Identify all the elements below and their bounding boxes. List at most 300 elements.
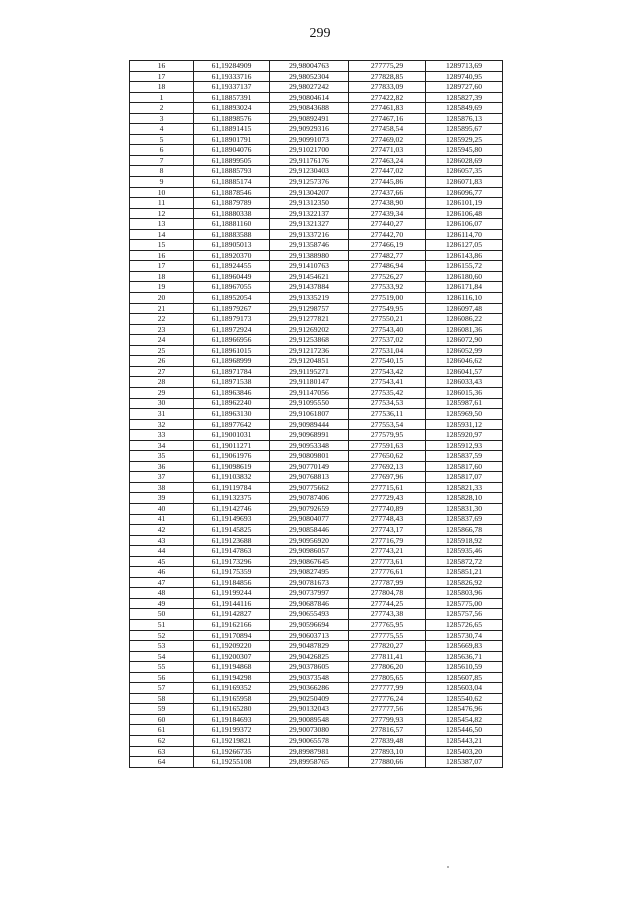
- longitude-cell: 29,89987981: [270, 746, 349, 757]
- longitude-cell: 29,90775662: [270, 482, 349, 493]
- y-coordinate-cell: 1285872,72: [426, 556, 503, 567]
- latitude-cell: 61,18879789: [194, 198, 270, 209]
- point-number-cell: 55: [130, 662, 194, 673]
- latitude-cell: 61,19194868: [194, 662, 270, 673]
- longitude-cell: 29,90787406: [270, 493, 349, 504]
- point-number-cell: 10: [130, 187, 194, 198]
- y-coordinate-cell: 1286081,36: [426, 324, 503, 335]
- table-row: [130, 92, 503, 103]
- point-number-cell: 61: [130, 725, 194, 736]
- table-row: [130, 736, 503, 747]
- x-coordinate-cell: 277467,16: [349, 113, 426, 124]
- y-coordinate-cell: 1285912,93: [426, 440, 503, 451]
- x-coordinate-cell: 277833,09: [349, 82, 426, 93]
- x-coordinate-cell: 277697,96: [349, 472, 426, 483]
- x-coordinate-cell: 277458,54: [349, 124, 426, 135]
- x-coordinate-cell: 277820,27: [349, 641, 426, 652]
- y-coordinate-cell: 1285828,10: [426, 493, 503, 504]
- x-coordinate-cell: 277437,66: [349, 187, 426, 198]
- table-row: [130, 619, 503, 630]
- point-number-cell: 19: [130, 282, 194, 293]
- y-coordinate-cell: 1286171,84: [426, 282, 503, 293]
- point-number-cell: 56: [130, 672, 194, 683]
- point-number-cell: 35: [130, 451, 194, 462]
- point-number-cell: 27: [130, 366, 194, 377]
- coordinates-table-body: [130, 61, 503, 768]
- y-coordinate-cell: 1285636,71: [426, 651, 503, 662]
- x-coordinate-cell: 277744,25: [349, 598, 426, 609]
- longitude-cell: 29,91437884: [270, 282, 349, 293]
- point-number-cell: 48: [130, 588, 194, 599]
- y-coordinate-cell: 1286096,77: [426, 187, 503, 198]
- y-coordinate-cell: 1286028,69: [426, 155, 503, 166]
- longitude-cell: 29,91388980: [270, 250, 349, 261]
- table-row: [130, 567, 503, 578]
- x-coordinate-cell: 277799,93: [349, 714, 426, 725]
- table-row: [130, 535, 503, 546]
- y-coordinate-cell: 1286106,07: [426, 219, 503, 230]
- latitude-cell: 61,18883588: [194, 229, 270, 240]
- longitude-cell: 29,91312350: [270, 198, 349, 209]
- point-number-cell: 60: [130, 714, 194, 725]
- y-coordinate-cell: 1285726,65: [426, 619, 503, 630]
- longitude-cell: 29,90781673: [270, 577, 349, 588]
- x-coordinate-cell: 277535,42: [349, 387, 426, 398]
- longitude-cell: 29,90989444: [270, 419, 349, 430]
- y-coordinate-cell: 1286180,60: [426, 271, 503, 282]
- latitude-cell: 61,18878546: [194, 187, 270, 198]
- x-coordinate-cell: 277445,86: [349, 177, 426, 188]
- latitude-cell: 61,19142746: [194, 503, 270, 514]
- x-coordinate-cell: 277537,02: [349, 335, 426, 346]
- table-row: [130, 208, 503, 219]
- point-number-cell: 58: [130, 693, 194, 704]
- table-row: [130, 324, 503, 335]
- table-row: [130, 124, 503, 135]
- table-row: [130, 693, 503, 704]
- point-number-cell: 31: [130, 409, 194, 420]
- x-coordinate-cell: 277440,27: [349, 219, 426, 230]
- x-coordinate-cell: 277776,24: [349, 693, 426, 704]
- point-number-cell: 21: [130, 303, 194, 314]
- x-coordinate-cell: 277743,21: [349, 546, 426, 557]
- x-coordinate-cell: 277716,79: [349, 535, 426, 546]
- point-number-cell: 59: [130, 704, 194, 715]
- x-coordinate-cell: 277579,95: [349, 430, 426, 441]
- y-coordinate-cell: 1286033,43: [426, 377, 503, 388]
- x-coordinate-cell: 277804,78: [349, 588, 426, 599]
- table-row: [130, 440, 503, 451]
- coordinates-table: [129, 60, 503, 768]
- x-coordinate-cell: 277743,38: [349, 609, 426, 620]
- table-row: [130, 725, 503, 736]
- table-row: [130, 61, 503, 72]
- table-row: [130, 556, 503, 567]
- longitude-cell: 29,91195271: [270, 366, 349, 377]
- longitude-cell: 29,90792659: [270, 503, 349, 514]
- x-coordinate-cell: 277526,27: [349, 271, 426, 282]
- longitude-cell: 29,91204851: [270, 356, 349, 367]
- longitude-cell: 29,90737997: [270, 588, 349, 599]
- point-number-cell: 28: [130, 377, 194, 388]
- table-row: [130, 377, 503, 388]
- y-coordinate-cell: 1285540,62: [426, 693, 503, 704]
- y-coordinate-cell: 1286106,48: [426, 208, 503, 219]
- x-coordinate-cell: 277650,62: [349, 451, 426, 462]
- y-coordinate-cell: 1286086,22: [426, 314, 503, 325]
- table-row: [130, 472, 503, 483]
- y-coordinate-cell: 1285775,00: [426, 598, 503, 609]
- x-coordinate-cell: 277461,83: [349, 103, 426, 114]
- longitude-cell: 29,90089548: [270, 714, 349, 725]
- longitude-cell: 29,91217236: [270, 345, 349, 356]
- latitude-cell: 61,19147863: [194, 546, 270, 557]
- point-number-cell: 44: [130, 546, 194, 557]
- x-coordinate-cell: 277777,56: [349, 704, 426, 715]
- latitude-cell: 61,18893024: [194, 103, 270, 114]
- latitude-cell: 61,18966956: [194, 335, 270, 346]
- y-coordinate-cell: 1285931,12: [426, 419, 503, 430]
- latitude-cell: 61,18891415: [194, 124, 270, 135]
- table-row: [130, 461, 503, 472]
- point-number-cell: 50: [130, 609, 194, 620]
- table-row: [130, 503, 503, 514]
- table-row: [130, 588, 503, 599]
- x-coordinate-cell: 277806,20: [349, 662, 426, 673]
- longitude-cell: 29,90827495: [270, 567, 349, 578]
- point-number-cell: 38: [130, 482, 194, 493]
- latitude-cell: 61,19061976: [194, 451, 270, 462]
- longitude-cell: 29,90867645: [270, 556, 349, 567]
- x-coordinate-cell: 277422,82: [349, 92, 426, 103]
- x-coordinate-cell: 277469,02: [349, 134, 426, 145]
- longitude-cell: 29,90687846: [270, 598, 349, 609]
- table-row: [130, 525, 503, 536]
- point-number-cell: 62: [130, 736, 194, 747]
- x-coordinate-cell: 277787,99: [349, 577, 426, 588]
- longitude-cell: 29,90892491: [270, 113, 349, 124]
- x-coordinate-cell: 277839,48: [349, 736, 426, 747]
- y-coordinate-cell: 1285895,67: [426, 124, 503, 135]
- point-number-cell: 20: [130, 293, 194, 304]
- latitude-cell: 61,18920370: [194, 250, 270, 261]
- point-number-cell: 36: [130, 461, 194, 472]
- latitude-cell: 61,18971538: [194, 377, 270, 388]
- table-row: [130, 451, 503, 462]
- table-row: [130, 187, 503, 198]
- table-row: [130, 683, 503, 694]
- latitude-cell: 61,18901791: [194, 134, 270, 145]
- point-number-cell: 25: [130, 345, 194, 356]
- latitude-cell: 61,18952054: [194, 293, 270, 304]
- x-coordinate-cell: 277536,11: [349, 409, 426, 420]
- y-coordinate-cell: 1286101,19: [426, 198, 503, 209]
- x-coordinate-cell: 277471,03: [349, 145, 426, 156]
- x-coordinate-cell: 277828,85: [349, 71, 426, 82]
- longitude-cell: 29,90968991: [270, 430, 349, 441]
- longitude-cell: 29,90073080: [270, 725, 349, 736]
- table-row: [130, 356, 503, 367]
- latitude-cell: 61,19333716: [194, 71, 270, 82]
- longitude-cell: 29,91337216: [270, 229, 349, 240]
- point-number-cell: 54: [130, 651, 194, 662]
- table-row: [130, 651, 503, 662]
- x-coordinate-cell: 277553,54: [349, 419, 426, 430]
- x-coordinate-cell: 277549,95: [349, 303, 426, 314]
- longitude-cell: 29,90929316: [270, 124, 349, 135]
- y-coordinate-cell: 1285730,74: [426, 630, 503, 641]
- x-coordinate-cell: 277531,04: [349, 345, 426, 356]
- x-coordinate-cell: 277534,53: [349, 398, 426, 409]
- latitude-cell: 61,19255108: [194, 757, 270, 768]
- point-number-cell: 43: [130, 535, 194, 546]
- y-coordinate-cell: 1285817,60: [426, 461, 503, 472]
- table-row: [130, 261, 503, 272]
- y-coordinate-cell: 1285826,92: [426, 577, 503, 588]
- longitude-cell: 29,91304207: [270, 187, 349, 198]
- latitude-cell: 61,19144116: [194, 598, 270, 609]
- point-number-cell: 7: [130, 155, 194, 166]
- x-coordinate-cell: 277482,77: [349, 250, 426, 261]
- latitude-cell: 61,18904076: [194, 145, 270, 156]
- table-row: [130, 134, 503, 145]
- latitude-cell: 61,19142827: [194, 609, 270, 620]
- table-row: [130, 398, 503, 409]
- point-number-cell: 24: [130, 335, 194, 346]
- table-row: [130, 303, 503, 314]
- latitude-cell: 61,18881160: [194, 219, 270, 230]
- y-coordinate-cell: 1286071,83: [426, 177, 503, 188]
- latitude-cell: 61,19149693: [194, 514, 270, 525]
- table-row: [130, 430, 503, 441]
- table-row: [130, 198, 503, 209]
- latitude-cell: 61,18979173: [194, 314, 270, 325]
- longitude-cell: 29,90953348: [270, 440, 349, 451]
- longitude-cell: 29,90770149: [270, 461, 349, 472]
- latitude-cell: 61,19219821: [194, 736, 270, 747]
- latitude-cell: 61,19162166: [194, 619, 270, 630]
- longitude-cell: 29,90804614: [270, 92, 349, 103]
- y-coordinate-cell: 1285454,82: [426, 714, 503, 725]
- longitude-cell: 29,91454621: [270, 271, 349, 282]
- table-row: [130, 103, 503, 114]
- x-coordinate-cell: 277805,65: [349, 672, 426, 683]
- point-number-cell: 17: [130, 261, 194, 272]
- latitude-cell: 61,18880338: [194, 208, 270, 219]
- point-number-cell: 18: [130, 82, 194, 93]
- y-coordinate-cell: 1285831,30: [426, 503, 503, 514]
- longitude-cell: 29,90991073: [270, 134, 349, 145]
- y-coordinate-cell: 1285669,83: [426, 641, 503, 652]
- longitude-cell: 29,91021700: [270, 145, 349, 156]
- y-coordinate-cell: 1289740,95: [426, 71, 503, 82]
- x-coordinate-cell: 277543,40: [349, 324, 426, 335]
- y-coordinate-cell: 1289713,69: [426, 61, 503, 72]
- table-row: [130, 757, 503, 768]
- table-row: [130, 282, 503, 293]
- y-coordinate-cell: 1285446,50: [426, 725, 503, 736]
- latitude-cell: 61,18967055: [194, 282, 270, 293]
- y-coordinate-cell: 1289727,60: [426, 82, 503, 93]
- latitude-cell: 61,18899505: [194, 155, 270, 166]
- latitude-cell: 61,19337137: [194, 82, 270, 93]
- longitude-cell: 29,90956920: [270, 535, 349, 546]
- x-coordinate-cell: 277591,63: [349, 440, 426, 451]
- table-row: [130, 746, 503, 757]
- latitude-cell: 61,19123688: [194, 535, 270, 546]
- longitude-cell: 29,91257376: [270, 177, 349, 188]
- longitude-cell: 29,91230403: [270, 166, 349, 177]
- latitude-cell: 61,18971784: [194, 366, 270, 377]
- latitude-cell: 61,18963846: [194, 387, 270, 398]
- y-coordinate-cell: 1285945,80: [426, 145, 503, 156]
- longitude-cell: 29,98052304: [270, 71, 349, 82]
- x-coordinate-cell: 277880,66: [349, 757, 426, 768]
- point-number-cell: 41: [130, 514, 194, 525]
- y-coordinate-cell: 1286155,72: [426, 261, 503, 272]
- latitude-cell: 61,19175359: [194, 567, 270, 578]
- point-number-cell: 23: [130, 324, 194, 335]
- point-number-cell: 63: [130, 746, 194, 757]
- longitude-cell: 29,90378605: [270, 662, 349, 673]
- longitude-cell: 29,91176176: [270, 155, 349, 166]
- latitude-cell: 61,19199244: [194, 588, 270, 599]
- longitude-cell: 29,91298757: [270, 303, 349, 314]
- y-coordinate-cell: 1285803,96: [426, 588, 503, 599]
- table-row: [130, 82, 503, 93]
- point-number-cell: 40: [130, 503, 194, 514]
- latitude-cell: 61,19119784: [194, 482, 270, 493]
- point-number-cell: 2: [130, 103, 194, 114]
- point-number-cell: 33: [130, 430, 194, 441]
- x-coordinate-cell: 277715,61: [349, 482, 426, 493]
- y-coordinate-cell: 1285387,07: [426, 757, 503, 768]
- table-row: [130, 419, 503, 430]
- point-number-cell: 17: [130, 71, 194, 82]
- latitude-cell: 61,18962240: [194, 398, 270, 409]
- point-number-cell: 16: [130, 61, 194, 72]
- point-number-cell: 26: [130, 356, 194, 367]
- x-coordinate-cell: 277775,29: [349, 61, 426, 72]
- table-row: [130, 229, 503, 240]
- x-coordinate-cell: 277743,17: [349, 525, 426, 536]
- x-coordinate-cell: 277486,94: [349, 261, 426, 272]
- latitude-cell: 61,19184693: [194, 714, 270, 725]
- longitude-cell: 29,89958765: [270, 757, 349, 768]
- latitude-cell: 61,18979267: [194, 303, 270, 314]
- x-coordinate-cell: 277776,61: [349, 567, 426, 578]
- longitude-cell: 29,98027242: [270, 82, 349, 93]
- y-coordinate-cell: 1285987,61: [426, 398, 503, 409]
- table-row: [130, 546, 503, 557]
- point-number-cell: 49: [130, 598, 194, 609]
- x-coordinate-cell: 277777,99: [349, 683, 426, 694]
- y-coordinate-cell: 1285851,21: [426, 567, 503, 578]
- longitude-cell: 29,90132043: [270, 704, 349, 715]
- latitude-cell: 61,19132375: [194, 493, 270, 504]
- y-coordinate-cell: 1285837,59: [426, 451, 503, 462]
- longitude-cell: 29,90250409: [270, 693, 349, 704]
- longitude-cell: 29,90373548: [270, 672, 349, 683]
- table-row: [130, 514, 503, 525]
- longitude-cell: 29,91269202: [270, 324, 349, 335]
- table-row: [130, 598, 503, 609]
- x-coordinate-cell: 277748,43: [349, 514, 426, 525]
- table-row: [130, 314, 503, 325]
- y-coordinate-cell: 1285476,96: [426, 704, 503, 715]
- point-number-cell: 39: [130, 493, 194, 504]
- x-coordinate-cell: 277519,00: [349, 293, 426, 304]
- longitude-cell: 29,91095550: [270, 398, 349, 409]
- longitude-cell: 29,91061807: [270, 409, 349, 420]
- page-number: 299: [309, 26, 331, 41]
- latitude-cell: 61,18960449: [194, 271, 270, 282]
- longitude-cell: 29,90487829: [270, 641, 349, 652]
- point-number-cell: 14: [130, 229, 194, 240]
- x-coordinate-cell: 277466,19: [349, 240, 426, 251]
- x-coordinate-cell: 277543,42: [349, 366, 426, 377]
- y-coordinate-cell: 1286041,57: [426, 366, 503, 377]
- latitude-cell: 61,19173296: [194, 556, 270, 567]
- latitude-cell: 61,19011271: [194, 440, 270, 451]
- table-row: [130, 271, 503, 282]
- y-coordinate-cell: 1285817,07: [426, 472, 503, 483]
- table-row: [130, 293, 503, 304]
- table-row: [130, 409, 503, 420]
- longitude-cell: 29,91147056: [270, 387, 349, 398]
- latitude-cell: 61,19284909: [194, 61, 270, 72]
- table-row: [130, 166, 503, 177]
- latitude-cell: 61,19165280: [194, 704, 270, 715]
- longitude-cell: 29,90768813: [270, 472, 349, 483]
- latitude-cell: 61,18924455: [194, 261, 270, 272]
- table-row: [130, 714, 503, 725]
- latitude-cell: 61,19145825: [194, 525, 270, 536]
- longitude-cell: 29,90596694: [270, 619, 349, 630]
- point-number-cell: 15: [130, 240, 194, 251]
- point-number-cell: 32: [130, 419, 194, 430]
- x-coordinate-cell: 277773,61: [349, 556, 426, 567]
- y-coordinate-cell: 1285821,33: [426, 482, 503, 493]
- point-number-cell: 3: [130, 113, 194, 124]
- latitude-cell: 61,18905013: [194, 240, 270, 251]
- point-number-cell: 1: [130, 92, 194, 103]
- point-number-cell: 11: [130, 198, 194, 209]
- y-coordinate-cell: 1286072,90: [426, 335, 503, 346]
- point-number-cell: 8: [130, 166, 194, 177]
- y-coordinate-cell: 1285757,56: [426, 609, 503, 620]
- y-coordinate-cell: 1286015,36: [426, 387, 503, 398]
- table-row: [130, 177, 503, 188]
- table-row: [130, 240, 503, 251]
- point-number-cell: 9: [130, 177, 194, 188]
- latitude-cell: 61,18972924: [194, 324, 270, 335]
- longitude-cell: 29,90809801: [270, 451, 349, 462]
- y-coordinate-cell: 1285920,97: [426, 430, 503, 441]
- y-coordinate-cell: 1286127,05: [426, 240, 503, 251]
- y-coordinate-cell: 1285443,21: [426, 736, 503, 747]
- point-number-cell: 6: [130, 145, 194, 156]
- y-coordinate-cell: 1285866,78: [426, 525, 503, 536]
- table-row: [130, 704, 503, 715]
- y-coordinate-cell: 1285969,50: [426, 409, 503, 420]
- y-coordinate-cell: 1286116,10: [426, 293, 503, 304]
- point-number-cell: 57: [130, 683, 194, 694]
- table-row: [130, 219, 503, 230]
- latitude-cell: 61,19209220: [194, 641, 270, 652]
- y-coordinate-cell: 1285827,39: [426, 92, 503, 103]
- point-number-cell: 51: [130, 619, 194, 630]
